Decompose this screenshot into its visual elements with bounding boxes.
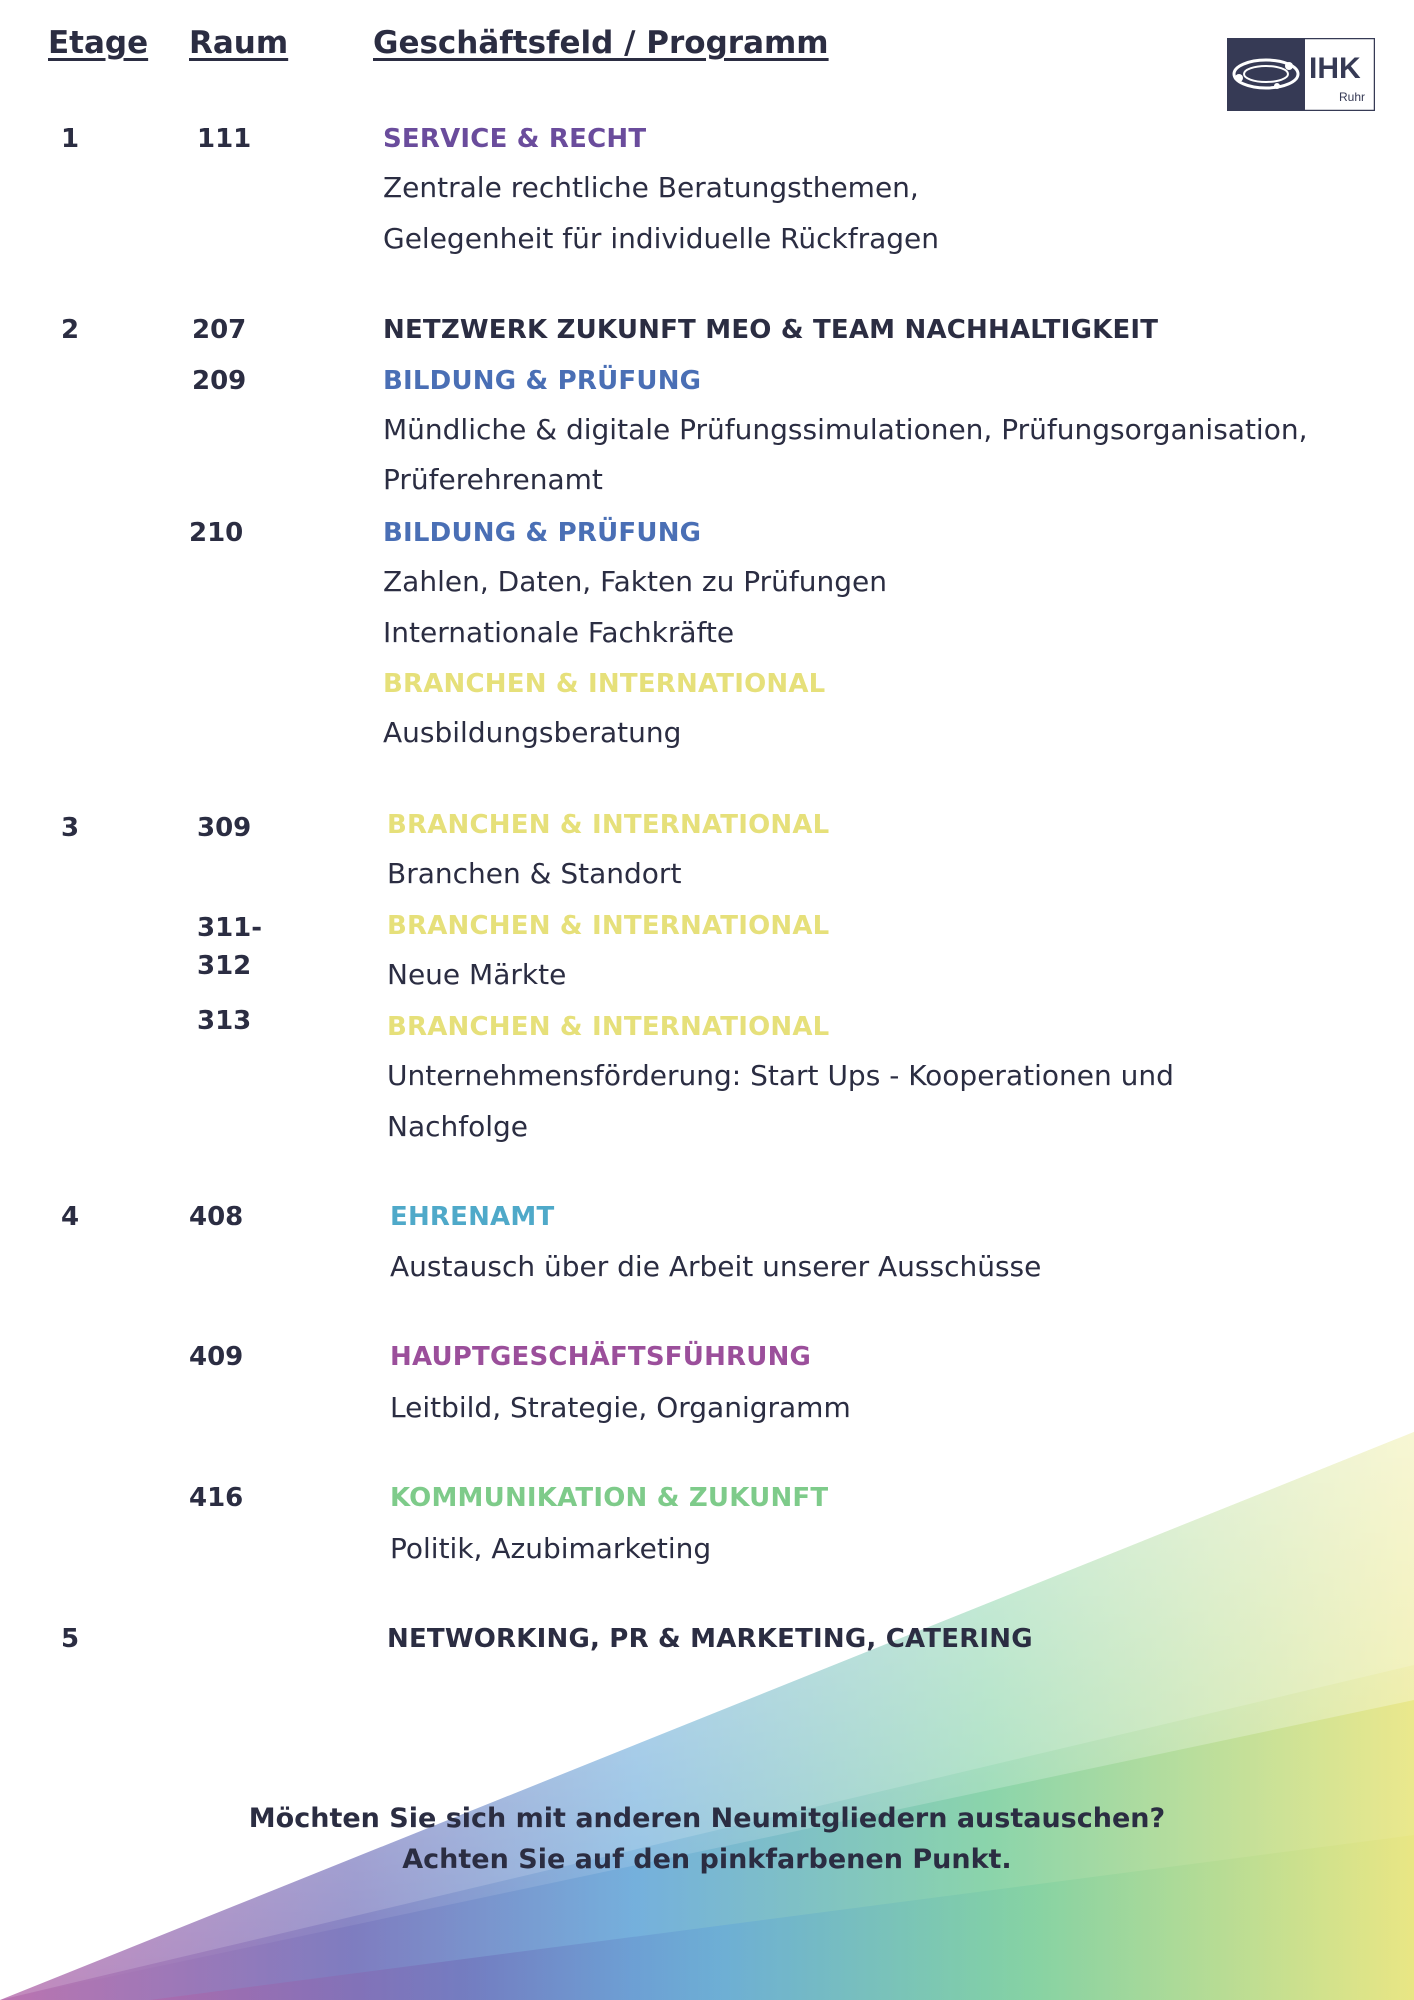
program-text: Prüferehrenamt: [383, 463, 603, 496]
category-bildung-pruefung: BILDUNG & PRÜFUNG: [383, 518, 702, 548]
program-text: Zentrale rechtliche Beratungsthemen,: [383, 171, 919, 204]
category-service-recht: SERVICE & RECHT: [383, 124, 647, 154]
column-header-programm: Geschäftsfeld / Programm: [373, 25, 829, 61]
footer-line-1: Möchten Sie sich mit anderen Neumitgliedern austauschen?: [248, 1803, 1166, 1834]
category-bildung-pruefung: BILDUNG & PRÜFUNG: [383, 366, 702, 396]
column-header-etage: Etage: [48, 25, 149, 61]
program-text: Neue Märkte: [387, 958, 567, 991]
room-number: 111: [197, 124, 252, 154]
category-branchen-international: BRANCHEN & INTERNATIONAL: [387, 1012, 830, 1042]
category-kommunikation-zukunft: KOMMUNIKATION & ZUKUNFT: [390, 1483, 829, 1513]
room-number: 210: [189, 518, 244, 548]
program-text: Mündliche & digitale Prüfungssimulationen, Prüfungsorganisation,: [383, 413, 1308, 446]
room-number: 311-: [197, 913, 263, 943]
logo-text: IHK: [1309, 52, 1361, 85]
floor-number: 4: [61, 1202, 80, 1232]
category-networking: NETWORKING, PR & MARKETING, CATERING: [387, 1624, 1033, 1654]
floor-number: 1: [61, 124, 80, 154]
category-branchen-international: BRANCHEN & INTERNATIONAL: [383, 669, 826, 699]
floor-number: 3: [61, 813, 80, 843]
room-number: 409: [189, 1342, 244, 1372]
room-number: 207: [192, 315, 247, 345]
room-number: 309: [197, 813, 252, 843]
category-netzwerk-zukunft: NETZWERK ZUKUNFT MEO & TEAM NACHHALTIGKEIT: [383, 315, 1159, 345]
room-number: 312: [197, 951, 252, 981]
program-text: Nachfolge: [387, 1110, 529, 1143]
footer-line-2: Achten Sie auf den pinkfarbenen Punkt.: [402, 1844, 1012, 1875]
program-text: Unternehmensförderung: Start Ups - Kooperationen und: [387, 1059, 1174, 1092]
program-text: Internationale Fachkräfte: [383, 616, 735, 649]
program-text: Ausbildungsberatung: [383, 716, 682, 749]
program-text: Zahlen, Daten, Fakten zu Prüfungen: [383, 565, 887, 598]
floor-number: 5: [61, 1624, 80, 1654]
program-text: Politik, Azubimarketing: [390, 1532, 712, 1565]
category-branchen-international: BRANCHEN & INTERNATIONAL: [387, 911, 830, 941]
category-ehrenamt: EHRENAMT: [390, 1202, 555, 1232]
program-text: Leitbild, Strategie, Organigramm: [390, 1391, 851, 1424]
program-text: Branchen & Standort: [387, 857, 682, 890]
category-branchen-international: BRANCHEN & INTERNATIONAL: [387, 810, 830, 840]
room-number: 313: [197, 1006, 252, 1036]
ihk-ruhr-logo: [1227, 38, 1375, 111]
logo-subtext: Ruhr: [1339, 90, 1366, 104]
column-header-raum: Raum: [189, 25, 289, 61]
room-number: 408: [189, 1202, 244, 1232]
program-text: Gelegenheit für individuelle Rückfragen: [383, 222, 940, 255]
program-text: Austausch über die Arbeit unserer Ausschüsse: [390, 1250, 1042, 1283]
room-number: 416: [189, 1483, 244, 1513]
room-number: 209: [192, 366, 247, 396]
category-hauptgeschaeftsfuehrung: HAUPTGESCHÄFTSFÜHRUNG: [390, 1342, 812, 1372]
floor-number: 2: [61, 315, 80, 345]
